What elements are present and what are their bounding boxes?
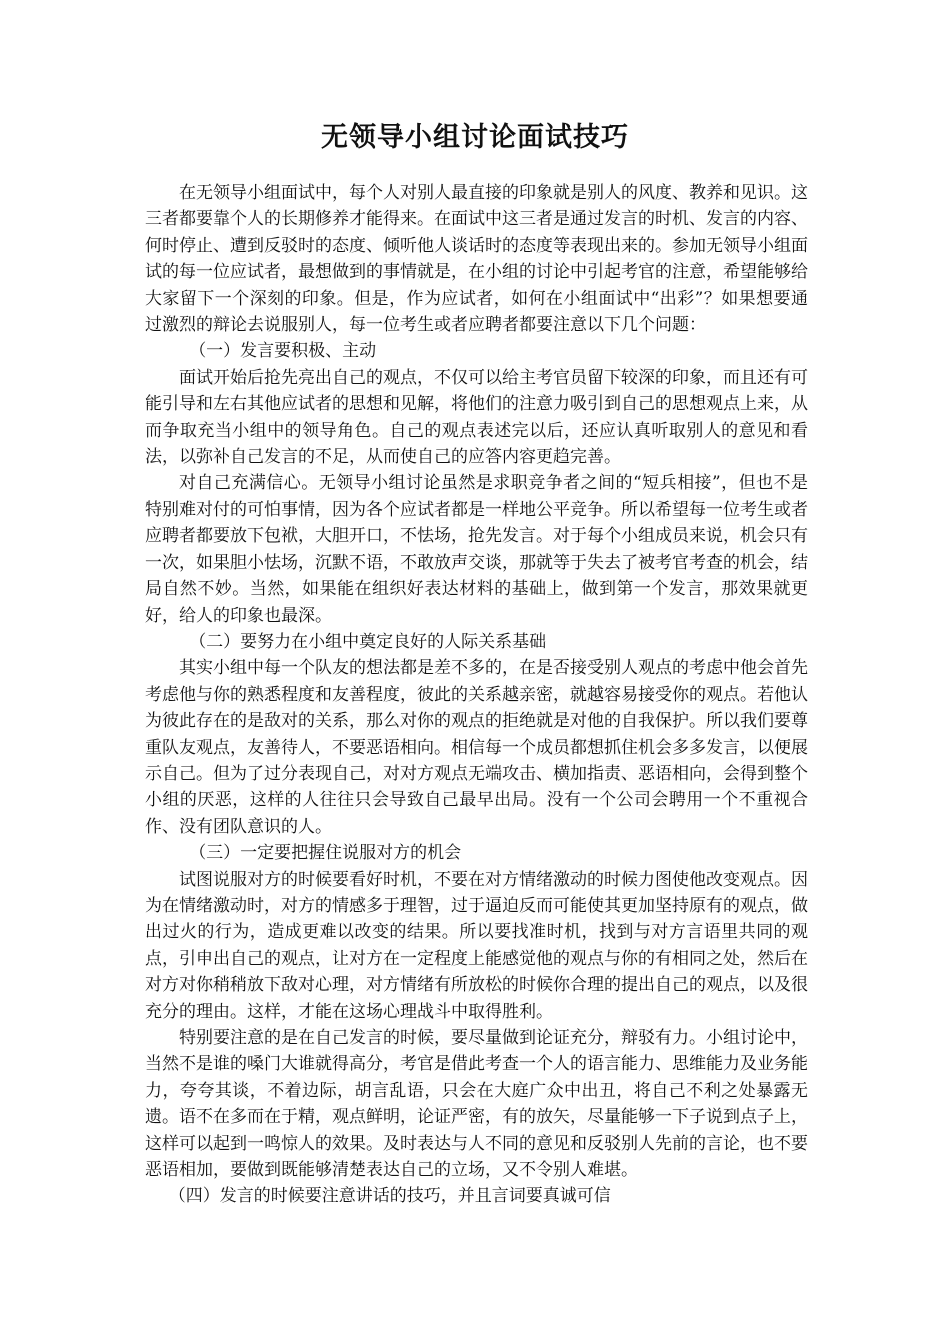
paragraph: 面试开始后抢先亮出自己的观点，不仅可以给主考官员留下较深的印象，而且还有可能引导和左右其他应试者的思想和见解，将他们的注意力吸引到自己的思想观点上来，从而争取充当小组中的领导角色。自己的观点表述完以后，还应认真听取别人的意见和看法，以弥补自己发言的不足，从而使自己的应答内容更趋完善。 [145, 367, 808, 468]
paragraph: 对自己充满信心。无领导小组讨论虽然是求职竞争者之间的“短兵相接”，但也不是特别难对付的可怕事情，因为各个应试者都是一样地公平竞争。所以希望每一位考生或者应聘者都要放下包袱，大胆开口，不怯场，抢先发言。对于每个小组成员来说，机会只有一次，如果胆小怯场，沉默不语，不敢放声交谈，那就等于失去了被考官考查的机会，结局自然不妙。当然，如果能在组织好表达材料的基础上，做到第一个发言，那效果就更好，给人的印象也最深。 [145, 473, 808, 626]
section-heading-2: （二）要努力在小组中奠定良好的人际关系基础 [189, 631, 547, 652]
section-heading-4: （四）发言的时候要注意讲话的技巧，并且言词要真诚可信 [168, 1186, 611, 1207]
paragraph: 试图说服对方的时候要看好时机，不要在对方情绪激动的时候力图使他改变观点。因为在情绪激动时，对方的情感多于理智，过于逼迫反而可能使其更加坚持原有的观点，做出过火的行为，造成更难以改变的结果。所以要找准时机，找到与对方言语里共同的观点，引申出自己的观点，让对方在一定程度上能感觉他的观点与你的有相同之处，然后在对方对你稍稍放下敌对心理，对方情绪有所放松的时候你合理的提出自己的观点，以及很充分的理由。这样，才能在这场心理战斗中取得胜利。 [145, 869, 808, 1022]
document-body [145, 180, 808, 1210]
paragraph-intro: 在无领导小组面试中，每个人对别人最直接的印象就是别人的风度、教养和见识。这三者都要靠个人的长期修养才能得来。在面试中这三者是通过发言的时机、发言的内容、何时停止、遭到反驳时的态度、倾听他人谈话时的态度等表现出来的。参加无领导小组面试的每一位应试者，最想做到的事情就是，在小组的讨论中引起考官的注意，希望能够给大家留下一个深刻的印象。但是，作为应试者，如何在小组面试中“出彩”？如果想要通过激烈的辩论去说服别人，每一位考生或者应聘者都要注意以下几个问题： [145, 183, 808, 336]
section-heading-1: （一）发言要积极、主动 [189, 341, 377, 362]
page-title: 无领导小组讨论面试技巧 [321, 122, 629, 153]
section-heading-3: （三）一定要把握住说服对方的机会 [189, 843, 462, 864]
paragraph: 其实小组中每一个队友的想法都是差不多的，在是否接受别人观点的考虑中他会首先考虑他与你的熟悉程度和友善程度，彼此的关系越亲密，就越容易接受你的观点。若他认为彼此存在的是敌对的关系，那么对你的观点的拒绝就是对他的自我保护。所以我们要尊重队友观点，友善待人，不要恶语相向。相信每一个成员都想抓住机会多多发言，以便展示自己。但为了过分表现自己，对对方观点无端攻击、横加指责、恶语相向，会得到整个小组的厌恶，这样的人往往只会导致自己最早出局。没有一个公司会聘用一个不重视合作、没有团队意识的人。 [145, 658, 808, 837]
paragraph: 特别要注意的是在自己发言的时候，要尽量做到论证充分，辩驳有力。小组讨论中，当然不是谁的嗓门大谁就得高分，考官是借此考查一个人的语言能力、思维能力及业务能力，夸夸其谈，不着边际，胡言乱语，只会在大庭广众中出丑，将自己不利之处暴露无遗。语不在多而在于精，观点鲜明，论证严密，有的放矢，尽量能够一下子说到点子上，这样可以起到一鸣惊人的效果。及时表达与人不同的意见和反驳别人先前的言论，也不要恶语相加，要做到既能够清楚表达自己的立场，又不令别人难堪。 [145, 1028, 808, 1181]
